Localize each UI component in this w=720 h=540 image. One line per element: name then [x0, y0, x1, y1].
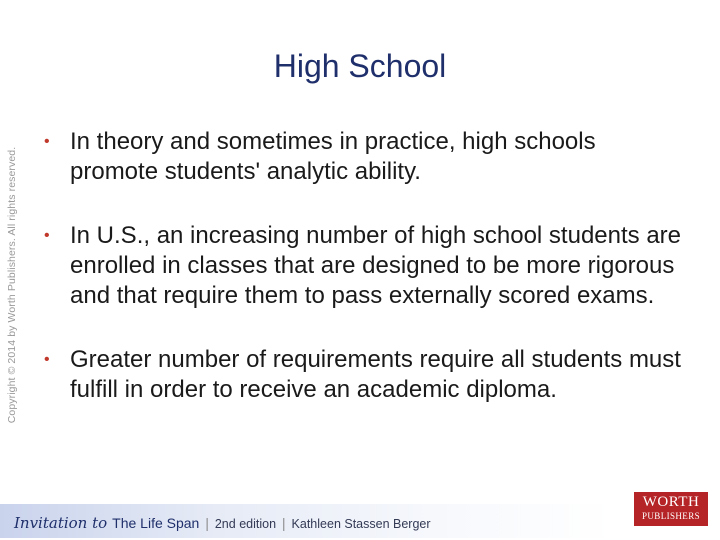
worth-publishers-logo [634, 492, 708, 526]
author-name: Kathleen Stassen Berger [291, 517, 431, 531]
bullet-text: In theory and sometimes in practice, high schools promote students' analytic ability. [70, 128, 596, 185]
logo-line-2: PUBLISHERS [641, 511, 700, 521]
bullet-icon: • [44, 227, 50, 244]
bullet-item [44, 345, 684, 405]
bullet-list [44, 127, 684, 405]
footer-separator: | [282, 516, 286, 531]
logo-line-1: WORTH [642, 494, 700, 510]
edition-label: 2nd edition [214, 517, 277, 531]
book-title: The Life Span [112, 515, 200, 531]
series-title: Invitation to [14, 514, 108, 532]
slide-title: High School [273, 48, 447, 84]
bullet-item [44, 127, 684, 187]
bullet-text: In U.S., an increasing number of high school students are enrolled in classes that are designed to be more rigorous and that require them to pass externally scored exams. [70, 222, 682, 309]
bullet-text: Greater number of requirements require all students must fulfill in order to receive an academic diploma. [70, 346, 681, 403]
copyright-notice: Copyright © 2014 by Worth Publishers. All rights reserved. [6, 146, 18, 424]
bullet-icon: • [44, 351, 50, 368]
footer [0, 496, 720, 540]
footer-book-info [14, 514, 431, 532]
bullet-item [44, 221, 684, 311]
footer-separator: | [205, 516, 209, 531]
bullet-icon: • [44, 133, 50, 150]
